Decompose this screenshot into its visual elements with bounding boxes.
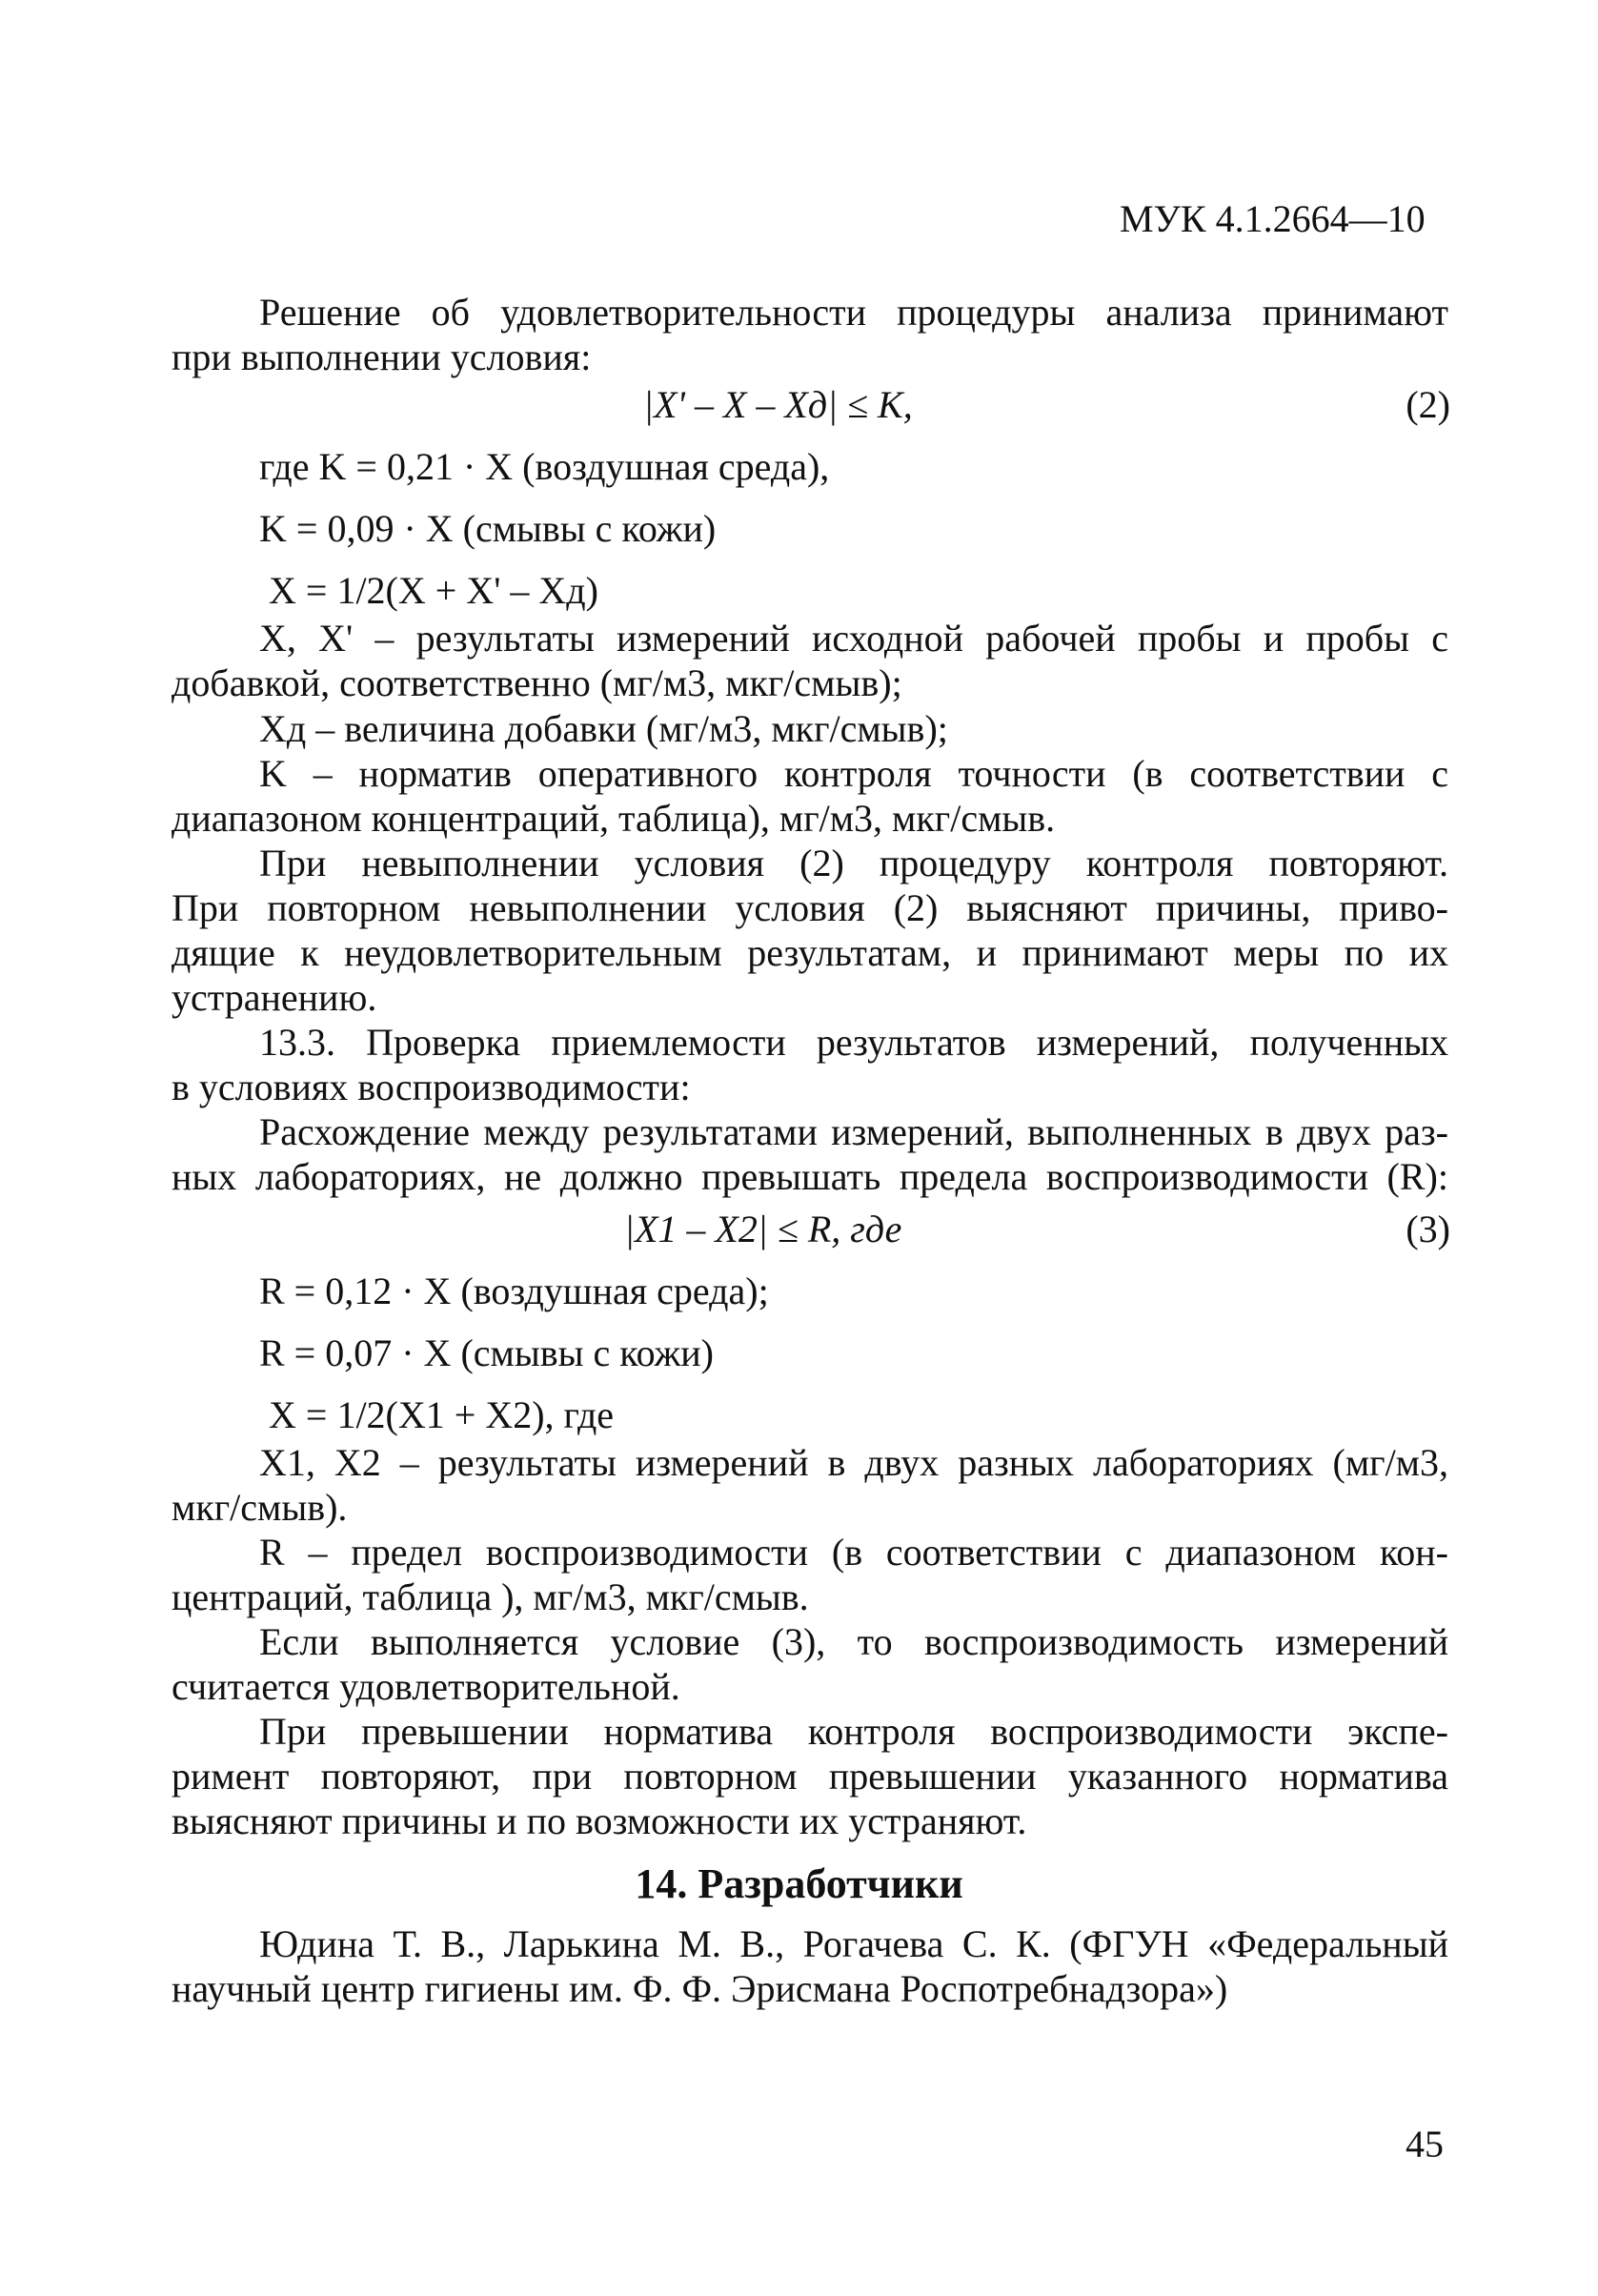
- section-14-heading: 14. Разработчики: [635, 1860, 963, 1907]
- r-definition-line-2: центраций, таблица ), мг/м3, мкг/смыв.: [172, 1575, 809, 1618]
- paragraph-5-line-1: Если выполняется условие (3), то воспроизводимость измерений: [259, 1620, 1448, 1663]
- developers-line-2: научный центр гигиены им. Ф. Ф. Эрисмана Роспотребнадзора»): [172, 1967, 1228, 2010]
- k-definition-line-2: диапазоном концентраций, таблица), мг/м3, мкг/смыв.: [172, 797, 1056, 840]
- paragraph-1-line-2: при выполнении условия:: [172, 335, 592, 378]
- x-bar-definition: X = 1/2(X + X' – Xд): [269, 569, 598, 612]
- paragraph-2-line-2: При повторном невыполнении условия (2) выясняют причины, приво-: [172, 886, 1448, 929]
- x-definition-line-2: добавкой, соответственно (мг/м3, мкг/смыв);: [172, 661, 902, 704]
- r-definition-line-1: R – предел воспроизводимости (в соответствии с диапазоном кон-: [259, 1531, 1448, 1574]
- section-13-3-line-2: в условиях воспроизводимости:: [172, 1066, 691, 1108]
- x1-x2-definition-line-2: мкг/смыв).: [172, 1486, 348, 1529]
- k-definition-line-1: K – норматив оперативного контроля точности (в соответствии с: [259, 752, 1448, 795]
- paragraph-2-line-4: устранению.: [172, 976, 377, 1019]
- k-air-definition: где K = 0,21 · X (воздушная среда),: [259, 445, 830, 488]
- paragraph-5-line-2: считается удовлетворительной.: [172, 1665, 680, 1708]
- paragraph-2-line-3: дящие к неудовлетворительным результатам, и принимают меры по их: [172, 931, 1448, 974]
- r-air-definition: R = 0,12 · X (воздушная среда);: [259, 1270, 769, 1312]
- developers-line-1: Юдина Т. В., Ларькина М. В., Рогачева С. К. (ФГУН «Федеральный: [259, 1922, 1448, 1965]
- paragraph-1-line-1: Решение об удовлетворительности процедуры анализа принимают: [259, 291, 1448, 334]
- page-number: 45: [1406, 2123, 1444, 2165]
- paragraph-4-line-1: Расхождение между результатами измерений, выполненных в двух раз-: [259, 1110, 1448, 1153]
- k-wash-definition: K = 0,09 · X (смывы с кожи): [259, 507, 717, 550]
- equation-3-number: (3): [1406, 1208, 1450, 1250]
- paragraph-6-line-1: При превышении норматива контроля воспроизводимости экспе-: [259, 1710, 1448, 1753]
- paragraph-4-line-2: ных лабораториях, не должно превышать предела воспроизводимости (R):: [172, 1155, 1448, 1198]
- xd-definition: Xд – величина добавки (мг/м3, мкг/смыв);: [259, 707, 948, 750]
- equation-2-number: (2): [1406, 383, 1450, 426]
- equation-2: |X' – X – Xд| ≤ K,: [643, 383, 913, 426]
- paragraph-6-line-2: римент повторяют, при повторном превышении указанного норматива: [172, 1755, 1448, 1798]
- equation-3: |X1 – X2| ≤ R, где: [624, 1208, 902, 1250]
- x-bar-definition-2: X = 1/2(X1 + X2), где: [269, 1393, 615, 1436]
- document-id-header: МУК 4.1.2664—10: [1120, 197, 1426, 240]
- x-definition-line-1: X, X' – результаты измерений исходной рабочей пробы и пробы с: [259, 617, 1448, 660]
- paragraph-6-line-3: выясняют причины и по возможности их устраняют.: [172, 1799, 1027, 1842]
- paragraph-2-line-1: При невыполнении условия (2) процедуру контроля повторяют.: [259, 842, 1448, 884]
- section-13-3-line-1: 13.3. Проверка приемлемости результатов измерений, полученных: [259, 1021, 1448, 1064]
- r-wash-definition: R = 0,07 · X (смывы с кожи): [259, 1331, 714, 1374]
- x1-x2-definition-line-1: X1, X2 – результаты измерений в двух разных лабораториях (мг/м3,: [259, 1441, 1448, 1484]
